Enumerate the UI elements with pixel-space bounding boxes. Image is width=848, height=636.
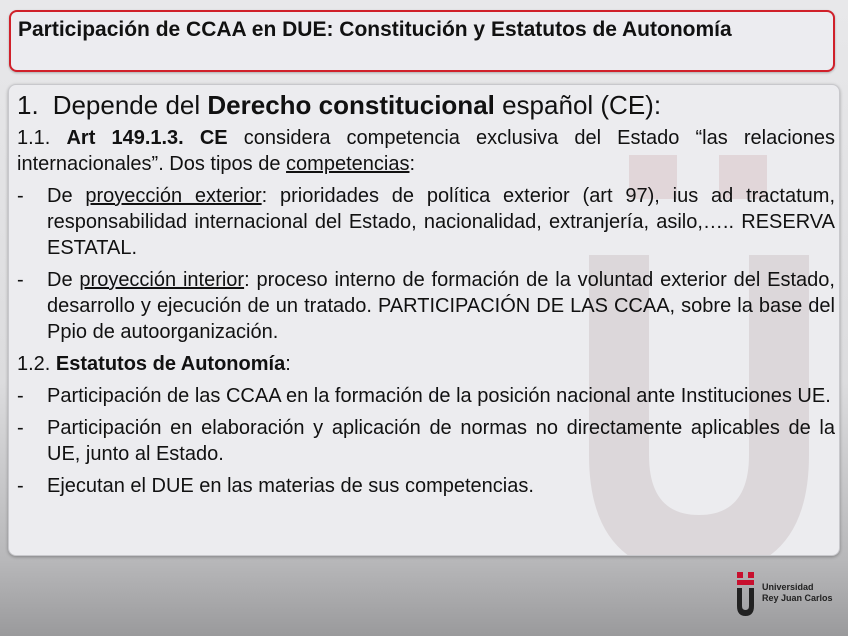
p11-number: 1.1. bbox=[17, 127, 67, 149]
heading-number: 1. bbox=[17, 90, 39, 120]
heading-bold: Derecho constitucional bbox=[207, 90, 495, 120]
heading-post: español (CE): bbox=[494, 90, 662, 120]
bullet-proyeccion-exterior bbox=[17, 183, 835, 261]
logo-line1: Universidad bbox=[762, 582, 814, 592]
p12-number: 1.2. bbox=[17, 353, 56, 375]
b5-text: Ejecutan el DUE en las materias de sus competencias. bbox=[47, 475, 534, 497]
bullet-dash: - bbox=[17, 417, 24, 439]
paragraph-1-2 bbox=[17, 351, 835, 377]
bullet-dash: - bbox=[17, 185, 24, 207]
b2-underline: proyección interior bbox=[79, 269, 245, 291]
bullet-participacion-posicion bbox=[17, 383, 835, 409]
slide-title: Participación de CCAA en DUE: Constitución y Estatutos de Autonomía bbox=[9, 10, 835, 72]
b3-text: Participación de las CCAA en la formación de la posición nacional ante Instituciones UE. bbox=[47, 385, 831, 407]
b4-text: Participación en elaboración y aplicación de normas no directamente aplicables de la UE, junto al Estado. bbox=[47, 417, 835, 465]
b2-pre: De bbox=[47, 269, 80, 291]
b1-underline: proyección exterior bbox=[85, 185, 262, 207]
p11-end: : bbox=[409, 153, 416, 175]
content-panel bbox=[8, 84, 840, 556]
bullet-dash: - bbox=[17, 269, 24, 291]
p12-end: : bbox=[285, 353, 291, 375]
bullet-proyeccion-interior bbox=[17, 267, 835, 345]
paragraph-1-1 bbox=[17, 125, 835, 177]
urjc-logo-icon bbox=[734, 572, 758, 624]
bullet-participacion-normas bbox=[17, 415, 835, 467]
bullet-dash: - bbox=[17, 385, 24, 407]
logo-line2: Rey Juan Carlos bbox=[762, 593, 833, 603]
p11-bold: Art 149.1.3. CE bbox=[66, 127, 228, 149]
bullet-dash: - bbox=[17, 475, 24, 497]
urjc-logo bbox=[734, 570, 844, 632]
heading-pre: Depende del bbox=[52, 90, 208, 120]
b2-text: : proceso interno de formación de la voluntad exterior del Estado, desarrollo y ejecución de un tratado. PARTICIPACIÓN DE LAS CCAA, sobre la base del Ppio de autoorganización. bbox=[47, 269, 835, 343]
bullet-ejecutan-due bbox=[17, 473, 835, 499]
p12-bold: Estatutos de Autonomía bbox=[55, 353, 286, 375]
b1-text: : prioridades de política exterior (art 97), ius ad tractatum, responsabilidad internacional del Estado, nacionalidad, extranjería, asilo,….. RESERVA ESTATAL. bbox=[47, 185, 835, 259]
p11-underline: competencias bbox=[286, 153, 410, 175]
b1-pre: De bbox=[47, 185, 86, 207]
section-heading bbox=[17, 89, 835, 121]
p11-text: considera competencia exclusiva del Estado “las relaciones internacionales”. Dos tipos de bbox=[17, 127, 836, 175]
logo-text bbox=[762, 582, 833, 604]
